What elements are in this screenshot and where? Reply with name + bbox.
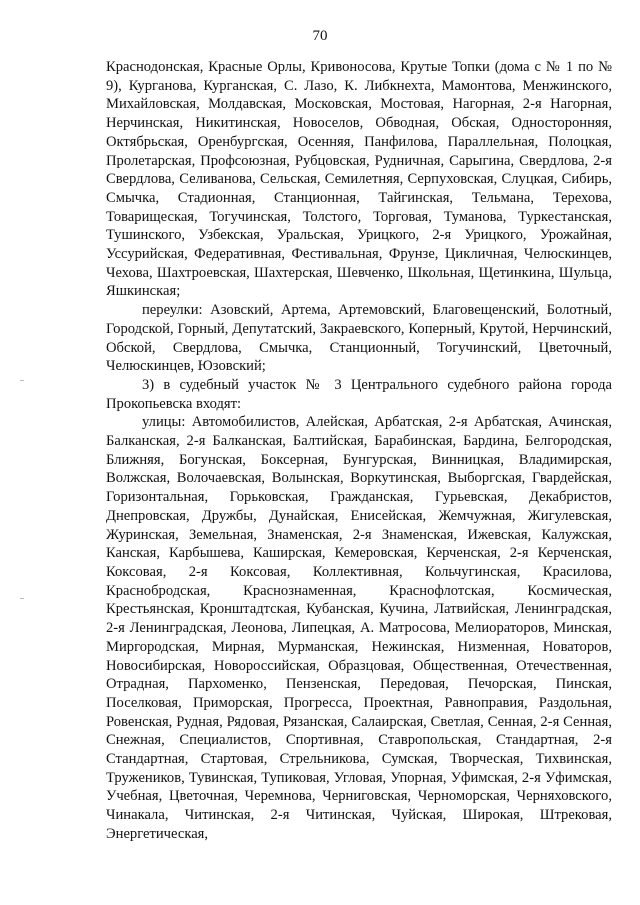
document-body xyxy=(106,58,612,844)
scan-artifact xyxy=(20,598,24,599)
paragraph-district-3-streets: улицы: Автомобилистов, Алейская, Арбатская, 2-я Арбатская, Ачинская, Балканская, 2-я Балканская, Балтийская, Барабинская, Бардина, Белгородская, Ближняя, Богунская, Боксерная, Бунгурская, Винницкая, Владимирская, Волжская, Волочаевская, Волынская, Воркутинская, Выборгская, Гвардейская, Горизонтальная, Горьковская, Гражданская, Гурьевская, Декабристов, Днепровская, Дружбы, Дунайская, Енисейская, Жемчужная, Жигулевская, Журинская, Земельная, Знаменская, 2-я Знаменская, Ижевская, Калужская, Канская, Карбышева, Каширская, Кемеровская, Керченская, 2-я Керченская, Коксовая, 2-я Коксовая, Коллективная, Кольчугинская, Красилова, Краснобродская, Краснознаменная, Краснофлотская, Космическая, Крестьянская, Кронштадтская, Кубанская, Кучина, Латвийская, Ленинградская, 2-я Ленинградская, Леонова, Липецкая, А. Матросова, Мелиораторов, Минская, Миргородская, Мирная, Мурманская, Нежинская, Низменная, Новаторов, Новосибирская, Новороссийская, Образцовая, Общественная, Отечественная, Отрадная, Пархоменко, Пензенская, Передовая, Печорская, Пинская, Поселковая, Приморская, Прогресса, Проектная, Равноправия, Раздольная, Ровенская, Рудная, Рядовая, Рязанская, Салаирская, Светлая, Сенная, 2-я Сенная, Снежная, Специалистов, Спортивная, Ставропольская, Стандартная, 2-я Стандартная, Стартовая, Стрельникова, Сумская, Творческая, Тихвинская, Тружеников, Тувинская, Тупиковая, Угловая, Упорная, Уфимская, 2-я Уфимская, Учебная, Цветочная, Черемнова, Черниговская, Черноморская, Черняховского, Чинакала, Читинская, 2-я Читинская, Чуйская, Широкая, Штрековая, Энергетическая, xyxy=(106,414,612,842)
paragraph-lanes: переулки: Азовский, Артема, Артемовский, Благовещенский, Болотный, Городской, Горный, Депутатский, Закраевского, Коперный, Крутой, Нерчинский, Обской, Свердлова, Смычка, Станционный, Тогучинский, Цветочный, Челюскинцев, Юзовский; xyxy=(106,302,612,375)
scan-artifact xyxy=(20,380,24,381)
page-number: 70 xyxy=(312,28,328,44)
paragraph-streets-continued: Краснодонская, Красные Орлы, Кривоносова, Крутые Топки (дома с № 1 по № 9), Курганова, Курганская, С. Лазо, К. Либкнехта, Мамонтова, Менжинского, Михайловская, Молдавская, Московская, Мостовая, Нагорная, 2-я Нагорная, Нерчинская, Никитинская, Новоселов, Обводная, Обская, Односторонняя, Октябрьская, Оренбургская, Осенняя, Панфилова, Параллельная, Полоцкая, Пролетарская, Профсоюзная, Рубцовская, Рудничная, Сарыгина, Свердлова, 2-я Свердлова, Селиванова, Сельская, Семилетняя, Серпуховская, Слуцкая, Сибирь, Смычка, Стадионная, Станционная, Тайгинская, Тельмана, Терехова, Товарищеская, Тогучинская, Толстого, Торговая, Туманова, Туркестанская, Тушинского, Узбекская, Уральская, Урицкого, 2-я Урицкого, Урожайная, Уссурийская, Федеративная, Фестивальная, Фрунзе, Цикличная, Челюскинцев, Чехова, Шахтроевская, Шахтерская, Шевченко, Школьная, Щетинкина, Шульца, Яшкинская; xyxy=(106,59,612,300)
paragraph-district-3-heading: 3) в судебный участок № 3 Центрального судебного района города Прокопьевска входят: xyxy=(106,376,612,412)
